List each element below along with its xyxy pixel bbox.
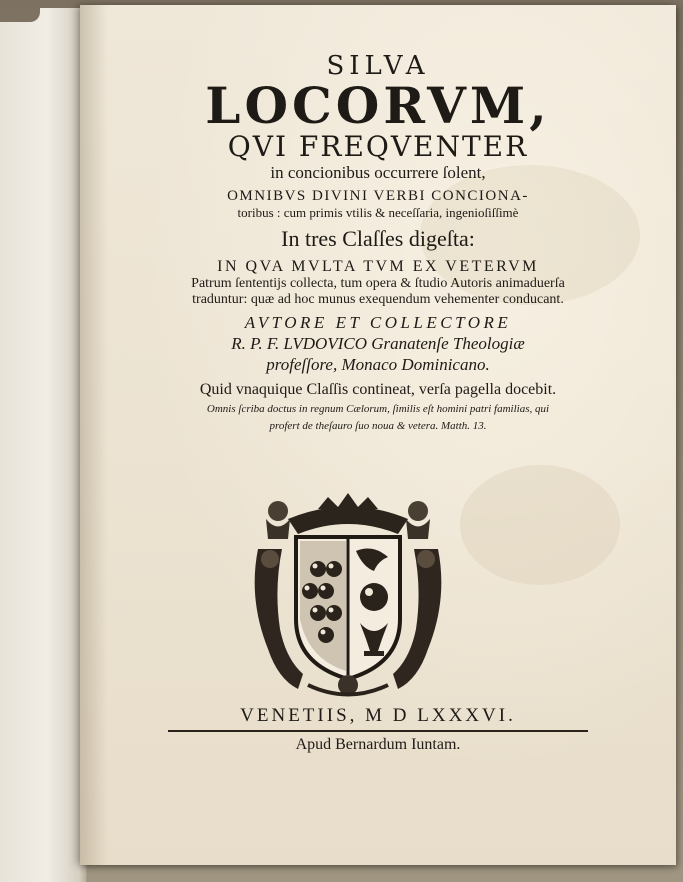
dedication-line-1: OMNIBVS DIVINI VERBI CONCIONA- — [227, 188, 529, 204]
paper-stain — [460, 465, 620, 585]
author-heading: AVTORE ET COLLECTORE — [244, 313, 512, 332]
title-text-block — [80, 45, 676, 432]
title-page — [80, 5, 676, 865]
torn-corner — [0, 8, 40, 22]
printers-device-coat-of-arms-icon — [248, 489, 448, 699]
imprint-printer: Apud Bernardum Iuntam. — [295, 735, 461, 753]
subtitle-line: in concionibus occurrere ſolent, — [270, 163, 486, 182]
description-line-1: IN QVA MVLTA TVM EX VETERVM — [217, 258, 539, 275]
scripture-quote-line-1: Omnis ſcriba doctus in regnum Cælorum, ſimilis eſt homini patri familias, qui — [206, 403, 550, 415]
contents-note: Quid vnaquique Claſſis contineat, verſa pagella docebit. — [199, 381, 557, 398]
imprint-block — [80, 705, 676, 754]
imprint-place-date: VENETIIS, M D LXXXVI. — [240, 705, 516, 726]
scripture-quote-line-2: profert de theſauro ſuo noua & vetera. Matth. 13. — [269, 420, 487, 432]
description-line-2: Patrum ſententijs collecta, tum opera & ſtudio Autoris animaduerſa — [191, 276, 565, 291]
title-line-2: LOCORVM, — [205, 76, 551, 135]
title-line-1: SILVA — [326, 51, 430, 81]
classes-line: In tres Claſſes digeſta: — [281, 226, 475, 251]
dedication-line-2: toribus : cum primis vtilis & neceſſaria, ingenioſiſſimè — [237, 205, 519, 220]
left-blank-leaf — [0, 8, 87, 882]
description-line-3: traduntur: quæ ad hoc munus exequendum vehementer conducant. — [192, 292, 564, 307]
imprint-rule — [168, 730, 588, 732]
author-title-line: profeſſore, Monaco Dominicano. — [266, 355, 490, 374]
title-line-3: QVI FREQVENTER — [227, 130, 529, 163]
author-name-line: R. P. F. LVDOVICO Granatenſe Theologiæ — [231, 334, 525, 353]
